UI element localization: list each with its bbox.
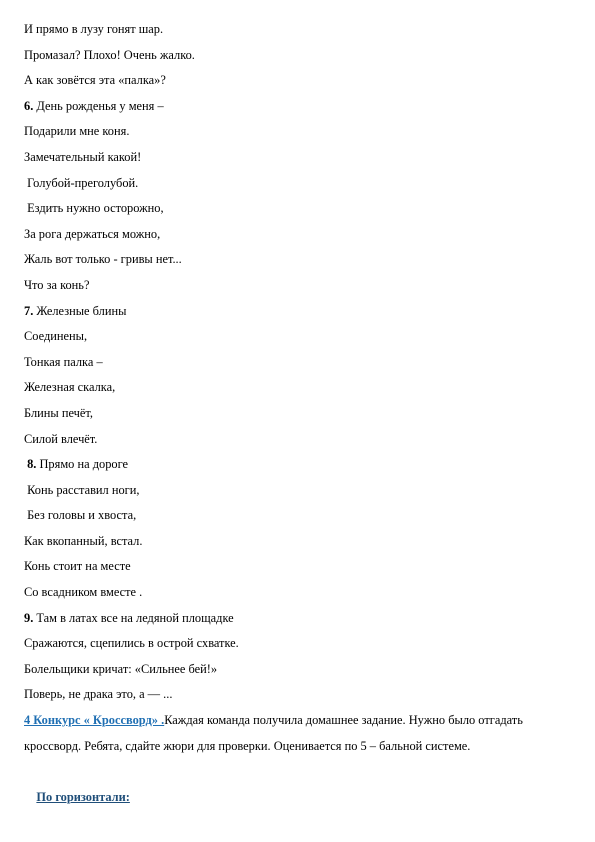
- contest-paragraph: [24, 708, 564, 759]
- line-text: Со всадником вместе .: [24, 585, 143, 600]
- line-text: Блины печёт,: [24, 405, 93, 420]
- section-heading: [24, 759, 564, 804]
- text-line: [24, 94, 564, 120]
- line-text: Прямо на дороге: [36, 457, 129, 472]
- text-line: [24, 119, 564, 145]
- contest-description: Каждая команда получила домашнее задание. Нужно было отгадать кроссворд. Ребята, сдайте жюри для проверки. Оценивается по 5 – бальной системе.: [24, 713, 523, 753]
- line-text: Жаль вот только - гривы нет...: [24, 252, 182, 267]
- line-text: Подарили мне коня.: [24, 124, 130, 139]
- line-text: Замечательный какой!: [24, 149, 142, 164]
- riddle-lines: [24, 17, 564, 708]
- text-line: [24, 478, 564, 504]
- line-text: Соединены,: [24, 329, 88, 344]
- line-text: Что за конь?: [24, 277, 90, 292]
- line-text: Как вкопанный, встал.: [24, 533, 143, 548]
- text-line: [24, 375, 564, 401]
- line-text: День рожденья у меня –: [33, 98, 164, 113]
- line-text: Сражаются, сцепились в острой схватке.: [24, 636, 239, 651]
- line-text: Там в латах все на ледяной площадке: [33, 610, 234, 625]
- line-text: Голубой-преголубой.: [24, 175, 139, 190]
- text-line: [24, 427, 564, 453]
- text-line: [24, 299, 564, 325]
- riddle-number: 7.: [24, 303, 34, 318]
- text-line: [24, 529, 564, 555]
- line-text: За рога держаться можно,: [24, 226, 161, 241]
- text-line: [24, 68, 564, 94]
- text-line: [24, 43, 564, 69]
- line-text: Ездить нужно осторожно,: [24, 201, 164, 216]
- line-text: Без головы и хвоста,: [24, 508, 137, 523]
- line-text: И прямо в лузу гонят шар.: [24, 22, 164, 36]
- line-text: Поверь, не драка это, а — ...: [24, 687, 173, 702]
- text-line: [24, 401, 564, 427]
- text-line: [24, 17, 564, 43]
- document-page: [24, 17, 564, 804]
- riddle-number: 6.: [24, 98, 34, 113]
- text-line: [24, 145, 564, 171]
- text-line: [24, 580, 564, 606]
- line-text: Тонкая палка –: [24, 354, 103, 369]
- riddle-number: 9.: [24, 610, 34, 625]
- line-text: Силой влечёт.: [24, 431, 98, 446]
- line-text: Железные блины: [33, 303, 127, 318]
- text-line: [24, 247, 564, 273]
- text-line: [24, 606, 564, 632]
- text-line: [24, 350, 564, 376]
- text-line: [24, 196, 564, 222]
- line-text: Конь стоит на месте: [24, 559, 131, 574]
- line-text: А как зовётся эта «палка»?: [24, 73, 166, 88]
- line-text: Железная скалка,: [24, 380, 116, 395]
- text-line: [24, 452, 564, 478]
- text-line: [24, 554, 564, 580]
- contest-title-link[interactable]: 4 Конкурс « Кроссворд» .: [24, 713, 165, 728]
- text-line: [24, 503, 564, 529]
- text-line: [24, 273, 564, 299]
- line-text: Промазал? Плохо! Очень жалко.: [24, 47, 195, 62]
- line-text: Болельщики кричат: «Сильнее бей!»: [24, 661, 218, 676]
- text-line: [24, 631, 564, 657]
- text-line: [24, 682, 564, 708]
- section-heading-text: По горизонтали:: [36, 789, 130, 804]
- text-line: [24, 324, 564, 350]
- text-line: [24, 171, 564, 197]
- line-text: Конь расставил ноги,: [24, 482, 140, 497]
- text-line: [24, 657, 564, 683]
- text-line: [24, 222, 564, 248]
- riddle-number: 8.: [24, 457, 37, 472]
